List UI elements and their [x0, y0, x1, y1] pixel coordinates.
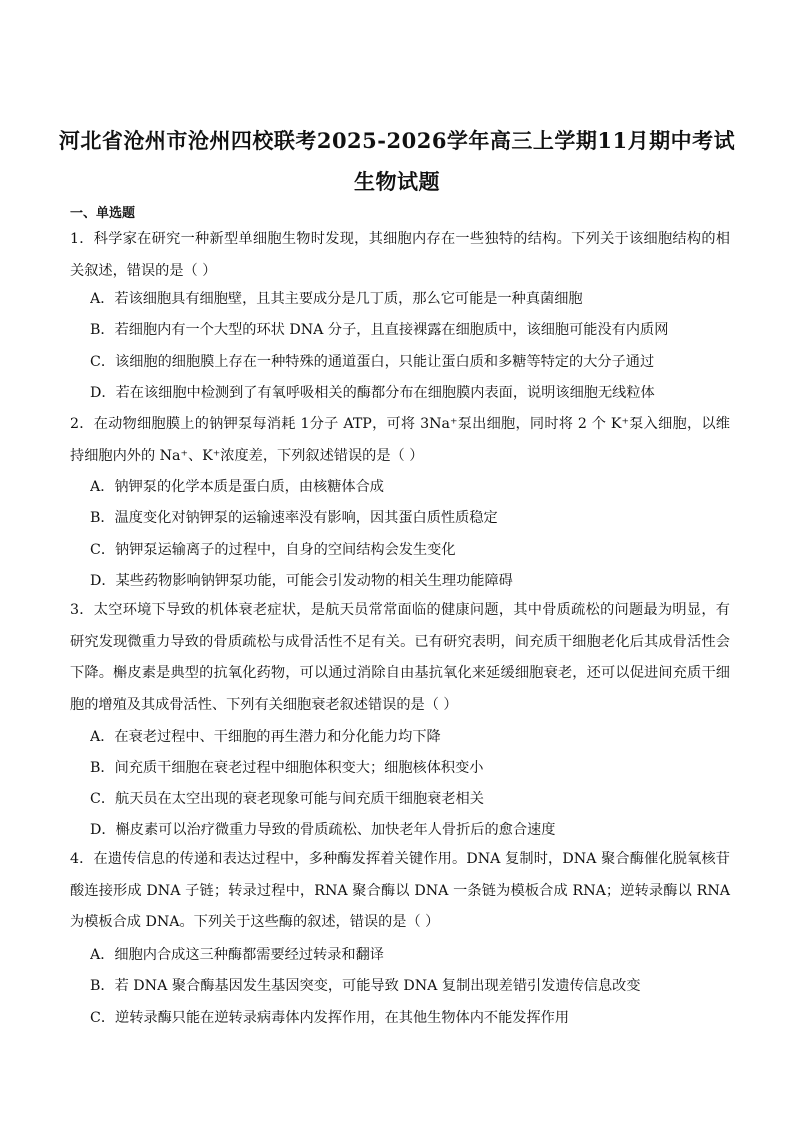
exam-title: 河北省沧州市沧州四校联考2025-2026学年高三上学期11月期中考试	[58, 128, 736, 153]
question-3-stem: 3．太空环境下导致的机体衰老症状，是航天员常常面临的健康问题，其中骨质疏松的问题最为明显，有研究发现微重力导致的骨质疏松与成骨活性不足有关。已有研究表明，间充质干细胞老化后其成骨活性会下降。槲皮素是典型的抗氧化药物，可以通过消除自由基抗氧化来延缓细胞衰老，还可以促进间充质干细胞的增殖及其成骨活性、下列有关细胞衰老叙述错误的是（ ）	[70, 602, 730, 713]
question-2-stem: 2．在动物细胞膜上的钠钾泵每消耗 1分子 ATP，可将 3Na⁺泵出细胞，同时将 2 个 K⁺泵入细胞，以维持细胞内外的 Na⁺、K⁺浓度差，下列叙述错误的是（ ）	[70, 416, 730, 464]
question-2-option-d: D．某些药物影响钠钾泵功能，可能会引发动物的相关生理功能障碍	[90, 573, 513, 589]
exam-subtitle: 生物试题	[354, 169, 440, 194]
question-1-option-b: B．若细胞内有一个大型的环状 DNA 分子，且直接裸露在细胞质中，该细胞可能没有内质网	[90, 322, 669, 338]
section-heading: 一、单选题	[70, 206, 136, 221]
question-2-option-c: C．钠钾泵运输离子的过程中，自身的空间结构会发生变化	[90, 542, 456, 558]
question-2-option-b: B．温度变化对钠钾泵的运输速率没有影响，因其蛋白质性质稳定	[90, 510, 498, 526]
question-4-option-a: A．细胞内合成这三种酶都需要经过转录和翻译	[90, 947, 384, 963]
question-3-option-a: A．在衰老过程中、干细胞的再生潜力和分化能力均下降	[90, 729, 441, 745]
question-1-option-d: D．若在该细胞中检测到了有氧呼吸相关的酶都分布在细胞膜内表面，说明该细胞无线粒体	[90, 385, 655, 401]
question-3-option-b: B．间充质干细胞在衰老过程中细胞体积变大；细胞核体积变小	[90, 760, 484, 776]
question-2-option-a: A．钠钾泵的化学本质是蛋白质，由核糖体合成	[90, 479, 384, 495]
question-4-option-b: B．若 DNA 聚合酶基因发生基因突变，可能导致 DNA 复制出现差错引发遗传信息改变	[90, 978, 641, 994]
question-1-stem: 1．科学家在研究一种新型单细胞生物时发现，其细胞内存在一些独特的结构。下列关于该细胞结构的相关叙述，错误的是（ ）	[70, 231, 730, 279]
question-4-stem: 4．在遗传信息的传递和表达过程中，多种酶发挥着关键作用。DNA 复制时，DNA 聚合酶催化脱氧核苷酸连接形成 DNA 子链；转录过程中，RNA 聚合酶以 DNA 一条链为模板合成 RNA；逆转录酶以 RNA 为模板合成 DNA。下列关于这些酶的叙述，错误的是（ ）	[70, 851, 730, 930]
question-1-option-c: C．该细胞的细胞膜上存在一种特殊的通道蛋白，只能让蛋白质和多糖等特定的大分子通过	[90, 354, 655, 370]
question-3-option-c: C．航天员在太空出现的衰老现象可能与间充质干细胞衰老相关	[90, 791, 484, 807]
question-4-option-c: C．逆转录酶只能在逆转录病毒体内发挥作用，在其他生物体内不能发挥作用	[90, 1010, 570, 1026]
question-1-option-a: A．若该细胞具有细胞壁，且其主要成分是几丁质，那么它可能是一种真菌细胞	[90, 291, 583, 307]
question-3-option-d: D．槲皮素可以治疗微重力导致的骨质疏松、加快老年人骨折后的愈合速度	[90, 822, 556, 838]
